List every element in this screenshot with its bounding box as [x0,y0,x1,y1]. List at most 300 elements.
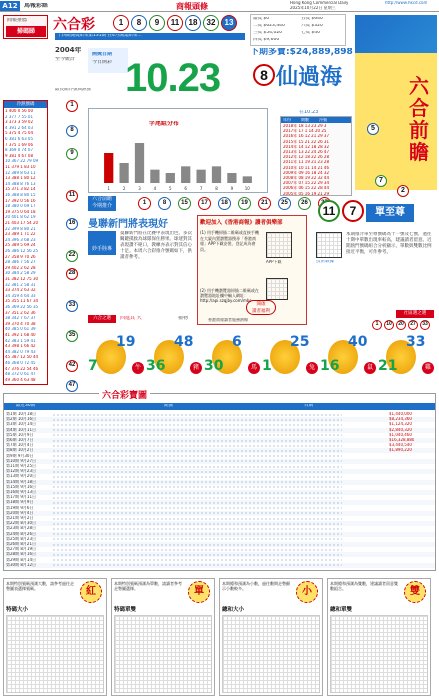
hotcold-row: 41 392 1 68 40 [5,333,36,337]
stat-sub: 至今統計 [55,57,76,62]
table-dots [52,419,342,421]
zodiac-name: 豬 [190,362,202,374]
chart-bar [243,176,252,183]
scan-label: 掃碼睇 [6,26,46,37]
mid-sub: 今期推介 [91,203,112,209]
side-ball: 35 [66,330,78,342]
table-row-label: 第1期 10月18日 [6,412,36,416]
zodiac-top: 33 [406,334,426,350]
article-left [88,215,194,325]
side-ball: 42 [66,360,78,372]
article-left-tag: 妙手陸專 [88,231,116,255]
scan-hint: 商報推薦 [7,18,28,23]
prize-row: 四獎 $9,600 [253,38,280,42]
hotcold-title: 冷熱號碼 [4,101,47,108]
hist-row: 2005年 05 16 19 21 29 [283,191,329,196]
article-left-title: 曼聯新門將表現好 [88,219,168,230]
table-row-label: 第13期 9月20日 [6,474,36,479]
zodiac-bottom: 1 [262,358,272,374]
table-dots [52,528,342,530]
bottom-panel-text: 本期特別號碼預測為單數，請讀者參考走勢圖選擇。 [114,581,182,591]
hotcold-row: 17 392 0 56 16 [5,198,36,203]
hotcold-row: 23 389 1 71 22 [5,232,36,237]
ad-title: 六合前瞻 [409,74,429,164]
table-dots [52,429,342,431]
hotcold-row: 24 396 3 68 23 [5,237,36,242]
table-row-label: 第5期 10月9日 [6,432,34,437]
table-row-label: 第25期 8月23日 [6,536,36,541]
table-dots [52,559,342,561]
article-footer-label: 六合之選 [88,315,116,323]
results-header [4,403,435,410]
bottom-panel-badge: 小 [296,581,318,603]
jackpot-ball: 8 [253,64,275,86]
chart-bar [166,173,175,183]
side-ball: 47 [66,380,78,392]
table-dots [52,533,342,535]
table-row-label: 第26期 8月21日 [6,542,36,546]
mid-ball: 26 [298,197,311,210]
bottom-panel-label: 總和單雙 [330,607,353,613]
chart-bar [150,170,159,183]
draw-ball: 9 [149,15,165,31]
bottom-panel-chart [330,615,428,693]
right-foot-ball: 10 [384,320,394,330]
prize-table [250,14,346,46]
promo-title: 歡迎加入《香港商報》讀者俱樂部 [200,220,283,226]
bottom-panel [327,578,431,696]
bottom-panel-label: 特碼大小 [6,607,29,613]
side-ball: 16 [66,218,78,230]
table-row-label: 第7期 10月4日 [6,443,34,448]
table-row-label: 第12期 9月23日 [6,469,36,474]
hotcold-row: 20 401 8 62 19 [5,215,36,220]
table-dots [52,538,342,540]
zodiac-name: 鼠 [364,362,376,374]
mid-ball: 18 [218,197,231,210]
hotcold-row: 25 389 5 69 24 [5,243,36,248]
table-row-label: 第18期 9月9日 [6,500,34,505]
next-draw-label: 在10.23 [299,110,319,115]
table-row-label: 第28期 8月16日 [6,552,36,557]
bottom-panel-label: 特碼單雙 [114,607,137,613]
hotcold-row: 8 369 0 74 07 [5,148,33,153]
bottom-panel [3,578,107,696]
bottom-panel [219,578,323,696]
table-dots [52,554,342,556]
page-number: A12 [0,1,20,11]
hist-row: 2008年 08 19 22 32 44 [283,176,329,180]
hotcold-row: 13 388 1 80 12 [5,176,36,181]
hotcold-row: 46 368 0 72 45 [5,361,36,365]
table-dots [52,481,342,483]
table-row-label: 第27期 8月19日 [6,547,36,552]
scan-box [3,15,48,39]
results-table-title: 六合彩寶圖 [99,388,150,401]
promo-item-1: (1) 用手機掃描二維碼或直接手機在大廈內置瀏覽器搜尋「香港商報」APP下載安裝，登記成為會員。 [200,230,259,252]
hotcold-row: 40 385 0 61 39 [5,327,36,332]
prize-row: 五獎 $640 [301,17,323,21]
big-date: 10.23 [125,56,221,100]
zodiac-name: 雞 [422,362,434,374]
hotcold-table [3,100,48,385]
extra-line-bar [55,33,245,40]
bar-chart [93,131,263,191]
chart-tick-label: 4 [153,186,157,191]
hotcold-row: 49 360 4 63 48 [5,377,36,382]
side-ball: 28 [66,268,78,280]
col-header-1: 最近30期 [16,404,36,408]
table-dots [52,476,342,478]
table-right-value: $1,440,000 [389,412,412,416]
zodiac-bottom: 7 [88,358,98,374]
chart-bar [181,166,190,183]
table-dots [52,460,342,462]
zodiac-row [88,334,436,384]
welfare-badge [246,300,276,315]
article-right-foot-label: 社區選之選 [396,310,434,318]
promo-item-2: (2) 用手機瀏覽器掃描二維碼或在瀏覽器地址欄中輸入網址：http://api.szqjby.com/mbs [200,288,259,303]
bottom-panel-chart [6,615,104,693]
qr-code-3[interactable] [316,232,342,258]
zodiac-bottom: 16 [320,358,340,374]
chart-bar [104,153,113,183]
table-dots [52,486,342,488]
ad-ball: 5 [367,123,379,135]
hotcold-row: 48 372 0 61 47 [5,372,36,377]
hotcold-row: 11 379 1 83 10 [5,165,36,169]
article-right-text: 本期推介單至尊號碼為十一號及七號，過往十期中單數出現率較高，建議讀者留意。近期熱門號碼組合分析顯示，單數與雙數比例接近平衡，可作參考。 [346,232,432,255]
chart-tick-label: 3 [138,186,141,191]
hotcold-row: 12 389 8 63 11 [5,170,36,175]
hotcold-row: 37 351 2 62 36 [5,310,36,315]
hist-row: 2017年 17 1 14 20 25 [283,129,327,134]
table-dots [52,440,342,442]
bottom-panel-text: 本期總和預測為雙數，建議讀者留意雙數組合。 [330,581,398,591]
hotcold-row: 33 374 2 63 32 [5,288,36,293]
hotcold-row: 30 384 2 58 29 [5,271,36,276]
chart-title: 字尾組分布 [149,121,180,127]
table-row-label: 第3期 10月14日 [6,422,36,427]
chart-tick-label: 6 [184,186,187,191]
hist-head-cell: 冷號 [319,117,327,122]
mid-label: 六合前瞻 [91,196,112,202]
promo-box[interactable] [197,215,307,325]
side-ball: 33 [66,300,78,312]
hist-row: 2007年 07 15 22 29 34 [283,181,329,186]
article-author: 禮物 [178,316,189,321]
hotcold-row: 19 375 0 64 18 [5,209,36,214]
chart-bar [227,173,236,183]
table-dots [52,434,342,436]
hotcold-row: 42 383 1 59 41 [5,338,36,343]
chart-tick-label: 10 [244,186,250,191]
chart-bar [212,166,221,183]
table-row-label: 第10期 9月27日 [6,458,36,463]
right-foot-ball: 20 [396,320,406,330]
hotcold-row: 3 373 3 59 02 [5,120,33,125]
mid-ball: 17 [198,197,211,210]
jackpot-notice: 下期多寶:$24,889,898 [250,48,353,57]
zodiac-bottom: 30 [204,358,224,374]
table-dots [52,424,342,426]
table-right-value: $1,890,220 [389,448,412,453]
masthead: 商報頭條 [176,1,208,11]
table-dots [52,564,342,566]
hotcold-row: 35 355 11 67 34 [5,299,39,304]
chart-bar [196,170,205,183]
mid-ball: 8 [158,197,171,210]
hist-head-cell: 年份 [283,117,291,122]
table-row-label: 第19期 9月6日 [6,505,34,510]
qr-code-2[interactable] [266,278,288,300]
bottom-panel-text: 本期總和預測為小數，過往數期走勢顯示小數較多。 [222,581,290,591]
hotcold-row: 2 377 7 55 01 [5,114,33,119]
hist-row: 2018年 18 13 23 29 3 [283,124,327,128]
chart-tick-label: 8 [215,186,218,191]
history-table [280,110,352,196]
stat-year: 2004年 [55,47,82,54]
hot-number-side: 最長期冷號與熱號 [55,88,91,92]
table-right-value: $1,040,460 [389,432,412,437]
hotcold-row: 7 375 1 69 06 [5,142,33,147]
bottom-panel-chart [222,615,320,693]
bottom-panel-badge: 雙 [404,581,426,603]
zodiac-name: 兔 [306,362,318,374]
table-dots [52,502,342,504]
mid-ball: 15 [178,197,191,210]
table-dots [52,512,342,514]
draw-ball: 8 [131,15,147,31]
table-dots [52,549,342,551]
zodiac-top: 6 [232,334,242,350]
table-row-label: 第4期 10月11日 [6,427,36,432]
reading-label: 開獎日期 [92,52,113,57]
table-row-label: 第20期 9月4日 [6,510,34,515]
table-right-value: $1,124,320 [389,422,412,427]
paper-name-en: Hong Kong Commercial Daily [290,1,349,5]
table-row-label: 第24期 8月26日 [6,531,36,536]
bottom-panel-label: 總和大小 [222,607,245,613]
table-right-value: $2,840,320 [389,427,412,432]
mid-ball: 1 [138,197,151,210]
headline-title: 仙過海 [276,64,343,90]
table-dots [52,544,342,546]
welfare-badge-top: 開啟 [256,302,266,307]
prize-row: 三獎 $54,020 [253,31,283,35]
side-ball: 11 [66,190,78,202]
page-header [0,0,439,12]
table-row-label: 第30期 8月12日 [6,562,36,567]
sub-tag: 今日開彩 [92,60,113,65]
hotcold-row: 14 388 8 76 13 [5,181,36,186]
article-right [312,198,436,333]
col-header-2: 期號 [164,404,173,408]
game-name: 六合彩 [53,17,95,33]
hotcold-row: 36 369 22 56 35 [5,305,39,309]
zodiac-name: 馬 [248,362,260,374]
hist-head-cell: 期數 [301,117,309,122]
hotcold-row: 32 381 2 58 31 [5,282,36,287]
zodiac-name: 牛 [132,362,144,374]
table-row-label: 第11期 9月25日 [6,464,36,468]
website[interactable]: http://www.hkcd.com [385,1,428,5]
bottom-panel-chart [114,615,212,693]
hotcold-row: 10 367 22 79 09 [5,159,39,164]
hist-row: 2014年 14 12 18 28 32 [283,144,329,149]
table-dots [52,518,342,520]
zodiac-bottom: 36 [146,358,166,374]
bottom-panel-text: 本期特別號碼預測大數，請參考過往走勢圖表選擇號碼。 [6,581,74,591]
hotcold-row: 26 386 12 56 25 [5,249,39,253]
hotcold-row: 34 359 4 64 33 [5,293,36,298]
hotcold-row: 16 388 8 80 15 [5,193,36,197]
bottom-panel-badge: 單 [188,581,210,603]
table-dots [52,523,342,525]
article-footer-value: 四進其 大 [120,316,142,321]
side-ball: 9 [66,148,78,160]
hotcold-row: 15 371 3 82 14 [5,187,36,192]
hist-row: 2015年 15 21 22 26 31 [283,139,329,144]
article-right-tag: 技術數據 [316,260,334,264]
welfare-badge-bottom: 讀者福利 [252,309,270,314]
header-date: 2025年10月22日 星期三 [290,6,336,10]
side-ball: 1 [66,100,78,112]
chart-panel [88,108,268,193]
table-dots [52,471,342,473]
chart-tick-label: 1 [107,186,110,191]
hotcold-row: 6 381 6 63 05 [5,137,33,141]
table-right-value: $8,234,360 [389,417,412,422]
prize-row: 二獎 $623,440 [253,24,285,28]
hist-row: 2010年 10 11 14 21 46 [283,165,329,170]
right-foot-ball: 27 [408,320,418,330]
zodiac-top: 19 [116,334,136,350]
table-dots [52,507,342,509]
hotcold-row: 39 370 4 70 38 [5,321,36,326]
right-ball: 11 [318,200,340,222]
right-foot-ball: 33 [420,320,430,330]
mid-ball: 19 [238,197,251,210]
table-row-label: 第8期 10月2日 [6,448,34,453]
prize-row: 七獎 $40 [301,31,321,35]
section-title: 馬報彩經 [24,3,49,9]
draw-ball: 13 [221,15,237,31]
zodiac-bottom: 21 [378,358,398,374]
table-dots [52,455,342,457]
table-dots [52,497,342,499]
chart-bar [135,143,144,183]
reading-box [88,48,128,73]
table-row-label: 第21期 9月2日 [6,516,34,520]
hotcold-row: 18 380 0 69 17 [5,204,36,209]
hotcold-row: 44 382 0 79 43 [5,349,36,354]
draw-ball: 32 [203,15,219,31]
hist-row: 2009年 09 16 18 24 32 [283,170,329,175]
results-table [3,393,436,571]
table-dots [52,466,342,468]
draw-ball: 1 [113,15,129,31]
chart-tick-label: 2 [122,186,126,191]
hotcold-row: 5 375 4 75 04 [5,131,33,136]
hotcold-row: 1 400 0 56 00 [5,109,33,113]
prize-row: 頭獎 $0 [253,17,270,21]
table-dots [52,445,342,447]
side-ball: 8 [66,125,78,137]
prize-row: 六獎 $320 [301,24,323,28]
table-right-value: $3,440,540 [389,443,412,448]
table-row-label: 第16期 9月13日 [6,490,36,494]
table-row-label: 第23期 8月28日 [6,526,36,531]
hist-row: 2016年 16 12 21 29 37 [283,134,329,139]
table-dots [52,492,342,494]
qr-code-1[interactable] [266,232,292,258]
zodiac-top: 40 [348,334,368,350]
table-row-label: 第29期 8月14日 [6,557,36,562]
table-row-label: 第2期 10月16日 [6,417,36,422]
ad-ball: 2 [397,185,409,197]
table-row-label: 第17期 9月11日 [6,495,36,500]
hotcold-row: 9 381 4 67 08 [5,153,33,158]
hist-head [281,117,351,123]
hotcold-row: 27 358 9 70 26 [5,254,36,259]
hotcold-row: 47 376 22 54 46 [5,366,39,371]
mid-ball: 21 [258,197,271,210]
table-row-label: 第14期 9月18日 [6,479,36,484]
draw-ball: 18 [185,15,201,31]
draw-ball: 11 [167,15,183,31]
hotcold-row: 28 386 7 56 27 [5,260,36,265]
hist-row: 2013年 13 22 24 26 47 [283,150,329,154]
chart-bar [119,163,128,183]
hotcold-row: 38 342 7 67 37 [5,316,36,321]
app-label: APP下載 [266,260,282,264]
article-left-text: 曼聯新門將在比賽中表現出色，多次關鍵撲救為球隊保住勝果。球迷對其表現讚不絕口，教練亦表示對其信心十足。本周六合彩推介號碼如下，供讀者參考。 [120,231,192,260]
right-foot-ball: 1 [372,320,382,330]
hotcold-row: 29 402 2 62 28 [5,265,36,270]
chart-tick-label: 7 [199,186,203,191]
bottom-panel [111,578,215,696]
bottom-panel-badge: 紅 [80,581,102,603]
side-ball: 22 [66,250,78,262]
chart-tick-label: 5 [169,186,172,191]
stat-box [55,45,85,85]
hotcold-row: 31 382 12 75 30 [5,277,39,281]
ad-ball: 7 [375,175,387,187]
hotcold-row: 4 391 2 64 03 [5,125,33,130]
hist-row: 2011年 11 19 21 23 28 [283,160,329,165]
hotcold-row: 22 399 8 80 21 [5,226,36,231]
right-ball: 7 [342,200,364,222]
hist-row: 2006年 06 15 22 28 44 [283,186,329,191]
extra-line: 十四期開獎結果第131期 在4月開業結果... [57,34,142,38]
table-row-label: 第22期 8月30日 [6,521,36,526]
mid-ball: 25 [278,197,291,210]
hist-row: 2012年 12 18 22 26 28 [283,155,329,160]
mid-label-box [88,196,116,211]
table-row-label: 第15期 9月16日 [6,484,36,489]
table-row-label: 第9期 9月30日 [6,453,34,458]
article-right-title: 單至尊 [366,204,414,222]
table-right-value: $16,328,880 [389,438,415,442]
zodiac-top: 48 [174,334,194,350]
table-row-label: 第6期 10月7日 [6,438,34,442]
ad-banner[interactable] [355,15,437,194]
hotline: 香港商報讀者服務熱線 [208,318,248,322]
table-dots [52,414,342,416]
zodiac-top: 25 [290,334,310,350]
table-dots [52,450,342,452]
